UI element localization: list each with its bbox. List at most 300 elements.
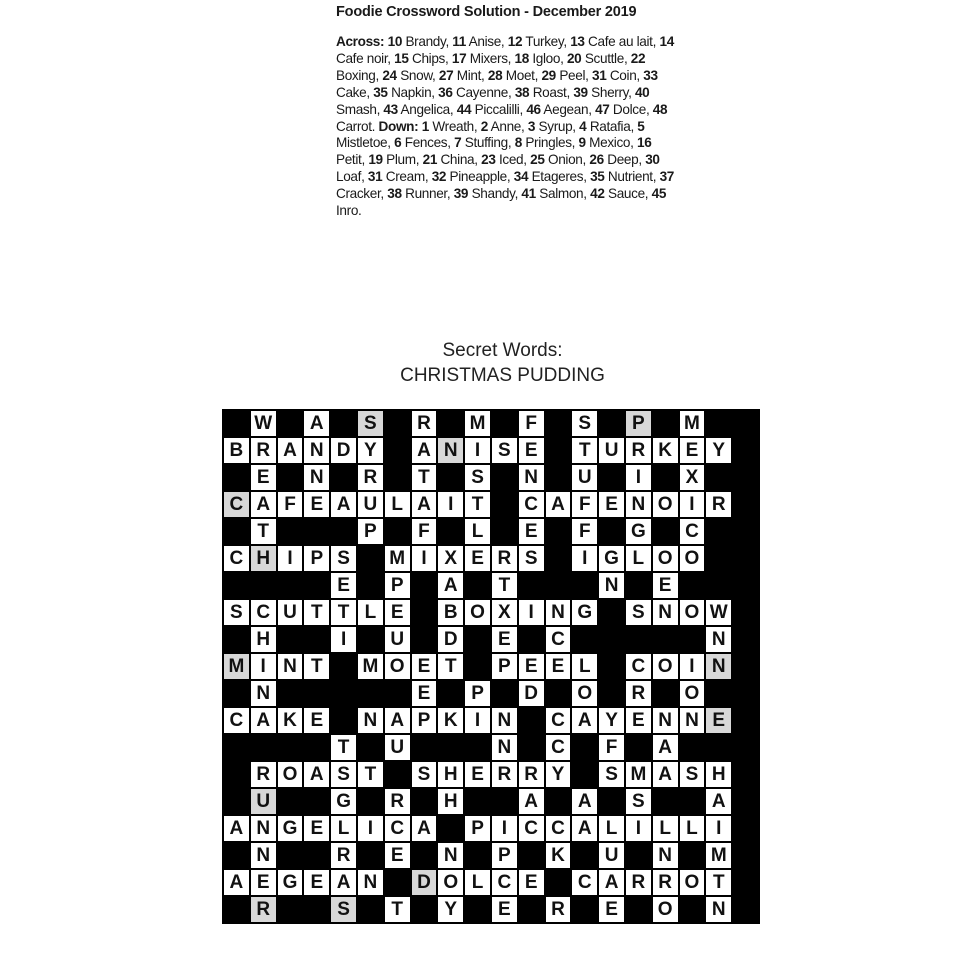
grid-cell-black — [571, 734, 598, 761]
grid-cell-letter: E — [303, 707, 330, 734]
grid-cell-black — [545, 680, 572, 707]
clue-number: 44 — [456, 101, 472, 117]
grid-cell-letter: U — [357, 491, 384, 518]
grid-cell-letter: T — [437, 653, 464, 680]
grid-cell-black — [464, 842, 491, 869]
clue-number: 14 — [659, 34, 674, 49]
clue-answer: Etageres — [531, 169, 584, 185]
grid-cell-letter: C — [679, 518, 706, 545]
grid-cell-black — [384, 410, 411, 437]
grid-cell-black — [330, 518, 357, 545]
grid-cell-letter: C — [625, 653, 652, 680]
grid-cell-black — [571, 761, 598, 788]
grid-cell-black — [384, 437, 411, 464]
clues-panel — [336, 2, 936, 220]
clue-answer: Fences — [404, 135, 448, 151]
clue-number: 9 — [578, 135, 586, 151]
clue-number: 16 — [637, 135, 652, 151]
clue-answer: Smash — [336, 101, 377, 117]
grid-cell-black — [732, 896, 759, 923]
grid-cell-letter: L — [625, 545, 652, 572]
grid-cell-letter: A — [250, 707, 277, 734]
grid-cell-letter: T — [303, 599, 330, 626]
grid-cell-black — [223, 464, 250, 491]
grid-cell-letter: T — [330, 599, 357, 626]
grid-cell-letter: L — [464, 869, 491, 896]
clue-number: 35 — [590, 169, 605, 185]
grid-cell-letter: I — [491, 815, 518, 842]
clue-answer: Plum — [386, 152, 416, 168]
grid-cell-secret-letter: S — [330, 896, 357, 923]
grid-cell-black — [518, 842, 545, 869]
grid-cell-letter: O — [384, 653, 411, 680]
clue-number: 10 — [387, 34, 403, 49]
grid-cell-letter: E — [545, 653, 572, 680]
grid-cell-letter: I — [411, 545, 438, 572]
grid-cell-letter: M — [357, 653, 384, 680]
grid-cell-black — [679, 842, 706, 869]
grid-cell-letter: H — [705, 761, 732, 788]
clue-answer: Ratafia — [589, 118, 631, 134]
grid-cell-black — [277, 680, 304, 707]
grid-cell-black — [732, 518, 759, 545]
grid-cell-black — [732, 410, 759, 437]
grid-cell-black — [277, 896, 304, 923]
grid-cell-letter: Y — [357, 437, 384, 464]
grid-cell-letter: L — [679, 815, 706, 842]
grid-cell-black — [598, 788, 625, 815]
grid-cell-black — [303, 626, 330, 653]
grid-cell-letter: A — [411, 437, 438, 464]
grid-cell-letter: O — [437, 869, 464, 896]
grid-cell-black — [598, 410, 625, 437]
grid-cell-letter: C — [571, 869, 598, 896]
grid-cell-secret-letter: H — [250, 545, 277, 572]
grid-cell-black — [303, 842, 330, 869]
grid-cell-letter: F — [411, 518, 438, 545]
grid-cell-letter: D — [518, 680, 545, 707]
grid-cell-black — [277, 572, 304, 599]
grid-cell-black — [277, 626, 304, 653]
grid-cell-letter: C — [384, 815, 411, 842]
grid-cell-letter: E — [464, 761, 491, 788]
grid-cell-letter: A — [411, 491, 438, 518]
grid-cell-letter: N — [357, 869, 384, 896]
grid-cell-letter: R — [250, 761, 277, 788]
grid-cell-letter: P — [491, 653, 518, 680]
clue-answer: Piccalilli — [474, 101, 520, 117]
grid-cell-black — [357, 896, 384, 923]
clue-number: 28 — [487, 67, 503, 83]
grid-cell-letter: N — [250, 842, 277, 869]
clue-number: 41 — [521, 186, 536, 202]
grid-cell-letter: E — [411, 680, 438, 707]
grid-cell-black — [491, 410, 518, 437]
grid-cell-black — [303, 788, 330, 815]
grid-cell-letter: N — [277, 653, 304, 680]
clue-number: 21 — [422, 152, 438, 168]
grid-cell-black — [732, 680, 759, 707]
grid-cell-letter: K — [545, 842, 572, 869]
grid-cell-letter: I — [464, 707, 491, 734]
grid-cell-letter: C — [518, 815, 545, 842]
grid-cell-letter: A — [571, 815, 598, 842]
grid-cell-black — [518, 896, 545, 923]
grid-cell-black — [518, 707, 545, 734]
grid-cell-letter: L — [652, 815, 679, 842]
grid-cell-letter: A — [330, 869, 357, 896]
grid-cell-secret-letter: U — [250, 788, 277, 815]
clue-answer: Snow — [400, 67, 433, 83]
clue-answer: Peel — [559, 67, 586, 83]
grid-cell-black — [598, 599, 625, 626]
clue-answer: Mexico — [589, 135, 631, 151]
grid-cell-black — [518, 734, 545, 761]
clue-answer: Chips — [411, 50, 445, 66]
grid-cell-letter: U — [571, 464, 598, 491]
grid-cell-letter: A — [571, 788, 598, 815]
clue-number: 15 — [394, 50, 409, 66]
grid-cell-letter: E — [303, 869, 330, 896]
grid-cell-black — [277, 842, 304, 869]
clue-number: 26 — [589, 152, 604, 168]
clue-number: 30 — [645, 152, 660, 168]
clue-answer: Iced — [498, 152, 524, 168]
grid-cell-letter: X — [679, 464, 706, 491]
grid-cell-black — [732, 491, 759, 518]
clue-answer: Cake — [336, 84, 367, 100]
grid-cell-letter: M — [679, 410, 706, 437]
grid-cell-letter: L — [598, 815, 625, 842]
grid-cell-letter: O — [571, 680, 598, 707]
grid-cell-letter: N — [545, 599, 572, 626]
grid-cell-black — [518, 626, 545, 653]
clue-number: 7 — [454, 135, 462, 151]
grid-cell-secret-letter: N — [437, 437, 464, 464]
grid-cell-letter: E — [518, 437, 545, 464]
grid-cell-black — [732, 437, 759, 464]
clue-answer: Cayenne — [456, 84, 508, 100]
grid-cell-letter: M — [384, 545, 411, 572]
grid-cell-letter: N — [598, 572, 625, 599]
grid-cell-black — [464, 572, 491, 599]
grid-cell-letter: A — [303, 410, 330, 437]
grid-cell-letter: G — [598, 545, 625, 572]
grid-cell-letter: R — [652, 869, 679, 896]
clue-number: 13 — [570, 34, 585, 49]
grid-cell-black — [598, 518, 625, 545]
clue-title: Foodie Crossword Solution - December 2019 — [336, 4, 637, 20]
grid-cell-letter: S — [571, 410, 598, 437]
grid-cell-letter: L — [464, 518, 491, 545]
grid-cell-letter: E — [679, 437, 706, 464]
clue-answer: Sauce — [608, 186, 645, 202]
grid-cell-letter: I — [464, 437, 491, 464]
grid-cell-black — [277, 464, 304, 491]
grid-cell-black — [518, 572, 545, 599]
grid-cell-black — [705, 410, 732, 437]
grid-cell-letter: A — [303, 761, 330, 788]
grid-cell-black — [411, 599, 438, 626]
grid-cell-secret-letter: M — [223, 653, 250, 680]
grid-cell-black — [705, 572, 732, 599]
grid-cell-black — [437, 815, 464, 842]
grid-cell-black — [571, 896, 598, 923]
clue-number: 31 — [591, 67, 607, 83]
grid-cell-letter: X — [437, 545, 464, 572]
clue-answer: Inro — [336, 203, 359, 219]
grid-cell-letter: N — [437, 842, 464, 869]
grid-cell-letter: A — [545, 491, 572, 518]
clue-number: 29 — [541, 67, 556, 83]
grid-cell-black — [330, 680, 357, 707]
grid-cell-letter: P — [464, 680, 491, 707]
clue-answer: Syrup — [538, 118, 573, 134]
clue-number: 45 — [651, 186, 667, 202]
clue-answer: Sherry — [591, 84, 629, 100]
grid-cell-letter: R — [625, 869, 652, 896]
grid-cell-letter: N — [705, 896, 732, 923]
clue-answer: Dolce — [612, 101, 646, 117]
grid-cell-letter: N — [303, 464, 330, 491]
grid-cell-black — [732, 707, 759, 734]
grid-cell-letter: N — [679, 707, 706, 734]
clue-answer: Salmon — [539, 186, 584, 202]
grid-cell-black — [545, 572, 572, 599]
clue-answer: Pringles — [525, 135, 572, 151]
grid-cell-letter: I — [625, 815, 652, 842]
grid-cell-letter: N — [250, 680, 277, 707]
grid-cell-black — [732, 761, 759, 788]
grid-cell-letter: X — [491, 599, 518, 626]
grid-cell-letter: R — [625, 680, 652, 707]
grid-cell-black — [357, 788, 384, 815]
grid-cell-secret-letter: D — [411, 869, 438, 896]
down-label: Down: — [378, 118, 419, 134]
clue-answer: Cream — [385, 169, 425, 185]
grid-cell-letter: R — [491, 545, 518, 572]
clue-number: 36 — [438, 84, 453, 100]
grid-cell-black — [732, 572, 759, 599]
grid-cell-letter: U — [384, 626, 411, 653]
clue-answer: Loaf — [336, 169, 362, 185]
grid-cell-letter: I — [277, 545, 304, 572]
clue-number: 3 — [527, 118, 536, 134]
grid-cell-black — [437, 464, 464, 491]
grid-cell-black — [277, 410, 304, 437]
grid-cell-letter: E — [625, 707, 652, 734]
clue-answer: Nutrient — [607, 169, 653, 185]
grid-cell-black — [679, 572, 706, 599]
clue-number: 2 — [480, 118, 488, 134]
grid-cell-letter: C — [250, 599, 277, 626]
grid-cell-black — [250, 734, 277, 761]
grid-cell-black — [705, 680, 732, 707]
clue-answer: Coin — [609, 67, 637, 83]
grid-cell-black — [357, 545, 384, 572]
grid-cell-letter: R — [705, 491, 732, 518]
grid-cell-black — [464, 734, 491, 761]
grid-cell-letter: N — [491, 734, 518, 761]
grid-cell-letter: A — [571, 707, 598, 734]
clue-answer: Angelica — [400, 101, 450, 117]
clue-answer: Turkey — [525, 34, 564, 49]
clue-answer: Stuffing — [464, 135, 508, 151]
grid-cell-letter: R — [411, 410, 438, 437]
grid-cell-black — [223, 680, 250, 707]
grid-cell-letter: L — [384, 491, 411, 518]
grid-cell-black — [545, 869, 572, 896]
grid-cell-letter: A — [277, 437, 304, 464]
grid-cell-black — [625, 896, 652, 923]
clue-number: 4 — [579, 118, 587, 134]
grid-cell-black — [705, 545, 732, 572]
grid-cell-letter: I — [250, 653, 277, 680]
grid-cell-letter: I — [518, 599, 545, 626]
grid-cell-letter: A — [330, 491, 357, 518]
grid-cell-letter: O — [464, 599, 491, 626]
grid-cell-letter: R — [384, 788, 411, 815]
grid-cell-black — [303, 572, 330, 599]
grid-cell-letter: I — [330, 626, 357, 653]
grid-cell-black — [571, 842, 598, 869]
clue-answer: Anise — [468, 34, 501, 49]
grid-cell-black — [464, 653, 491, 680]
grid-cell-black — [330, 464, 357, 491]
clue-number: 6 — [394, 135, 402, 151]
clue-answer: Mistletoe — [336, 135, 388, 151]
grid-cell-letter: C — [223, 707, 250, 734]
clue-number: 19 — [368, 152, 383, 168]
grid-cell-letter: I — [625, 464, 652, 491]
grid-cell-black — [384, 761, 411, 788]
clue-number: 39 — [573, 84, 588, 100]
grid-cell-letter: M — [625, 761, 652, 788]
grid-cell-black — [598, 626, 625, 653]
grid-cell-letter: R — [545, 896, 572, 923]
secret-words — [0, 338, 960, 388]
clue-answer: Brandy — [405, 34, 446, 49]
clue-number: 23 — [481, 152, 496, 168]
grid-cell-black — [732, 653, 759, 680]
clue-number: 5 — [637, 118, 645, 134]
grid-cell-black — [491, 788, 518, 815]
grid-cell-black — [223, 410, 250, 437]
grid-cell-letter: F — [571, 518, 598, 545]
grid-cell-letter: S — [411, 761, 438, 788]
grid-cell-secret-letter: N — [705, 653, 732, 680]
grid-cell-black — [330, 653, 357, 680]
grid-cell-black — [437, 410, 464, 437]
grid-cell-letter: A — [518, 788, 545, 815]
grid-cell-letter: G — [625, 518, 652, 545]
grid-cell-letter: O — [679, 545, 706, 572]
grid-cell-black — [223, 761, 250, 788]
grid-cell-black — [250, 572, 277, 599]
grid-cell-letter: E — [384, 842, 411, 869]
grid-cell-letter: E — [598, 491, 625, 518]
grid-cell-letter: C — [545, 626, 572, 653]
grid-cell-letter: S — [223, 599, 250, 626]
grid-cell-letter: E — [518, 518, 545, 545]
grid-cell-black — [384, 680, 411, 707]
grid-cell-black — [411, 896, 438, 923]
grid-cell-letter: C — [223, 545, 250, 572]
clue-answer: Wreath — [432, 118, 474, 134]
grid-cell-black — [303, 518, 330, 545]
grid-cell-black — [652, 788, 679, 815]
grid-cell-letter: O — [652, 545, 679, 572]
grid-cell-black — [491, 491, 518, 518]
grid-cell-black — [277, 734, 304, 761]
grid-cell-letter: W — [250, 410, 277, 437]
grid-cell-letter: T — [464, 491, 491, 518]
clue-answer: Cafe au lait — [588, 34, 653, 49]
grid-cell-letter: K — [437, 707, 464, 734]
grid-cell-letter: C — [545, 734, 572, 761]
grid-cell-letter: N — [652, 707, 679, 734]
grid-cell-black — [303, 896, 330, 923]
grid-cell-letter: F — [277, 491, 304, 518]
clue-answer: Runner — [405, 186, 447, 202]
grid-cell-letter: F — [598, 734, 625, 761]
grid-cell-black — [303, 680, 330, 707]
grid-cell-black — [545, 464, 572, 491]
clue-number: 34 — [513, 169, 529, 185]
grid-cell-black — [732, 734, 759, 761]
grid-cell-letter: L — [357, 599, 384, 626]
grid-cell-letter: D — [330, 437, 357, 464]
grid-cell-black — [491, 518, 518, 545]
grid-cell-letter: E — [598, 896, 625, 923]
grid-cell-black — [545, 545, 572, 572]
grid-cell-letter: S — [518, 545, 545, 572]
grid-cell-black — [732, 626, 759, 653]
clue-number: 39 — [453, 186, 469, 202]
grid-cell-letter: T — [330, 734, 357, 761]
grid-cell-black — [545, 788, 572, 815]
grid-cell-black — [679, 896, 706, 923]
clue-answer: Anne — [490, 118, 522, 134]
grid-cell-black — [491, 464, 518, 491]
grid-cell-letter: P — [464, 815, 491, 842]
clue-number: 32 — [431, 169, 447, 185]
grid-cell-letter: G — [277, 869, 304, 896]
grid-cell-black — [437, 680, 464, 707]
clue-number: 11 — [452, 34, 466, 49]
clue-number: 31 — [367, 169, 383, 185]
grid-cell-letter: A — [437, 572, 464, 599]
secret-words-label: Secret Words: — [442, 340, 563, 361]
grid-cell-black — [571, 626, 598, 653]
grid-cell-black — [464, 626, 491, 653]
clue-number: 12 — [507, 34, 523, 49]
grid-cell-letter: I — [357, 815, 384, 842]
grid-cell-letter: R — [625, 437, 652, 464]
grid-cell-secret-letter: S — [357, 410, 384, 437]
clue-number: 8 — [514, 135, 522, 151]
grid-cell-letter: I — [437, 491, 464, 518]
grid-cell-black — [732, 815, 759, 842]
grid-cell-letter: T — [250, 518, 277, 545]
grid-cell-black — [652, 680, 679, 707]
grid-cell-black — [223, 572, 250, 599]
grid-cell-letter: Y — [598, 707, 625, 734]
grid-cell-letter: Y — [705, 437, 732, 464]
grid-cell-letter: B — [223, 437, 250, 464]
grid-cell-black — [679, 788, 706, 815]
grid-cell-black — [545, 518, 572, 545]
